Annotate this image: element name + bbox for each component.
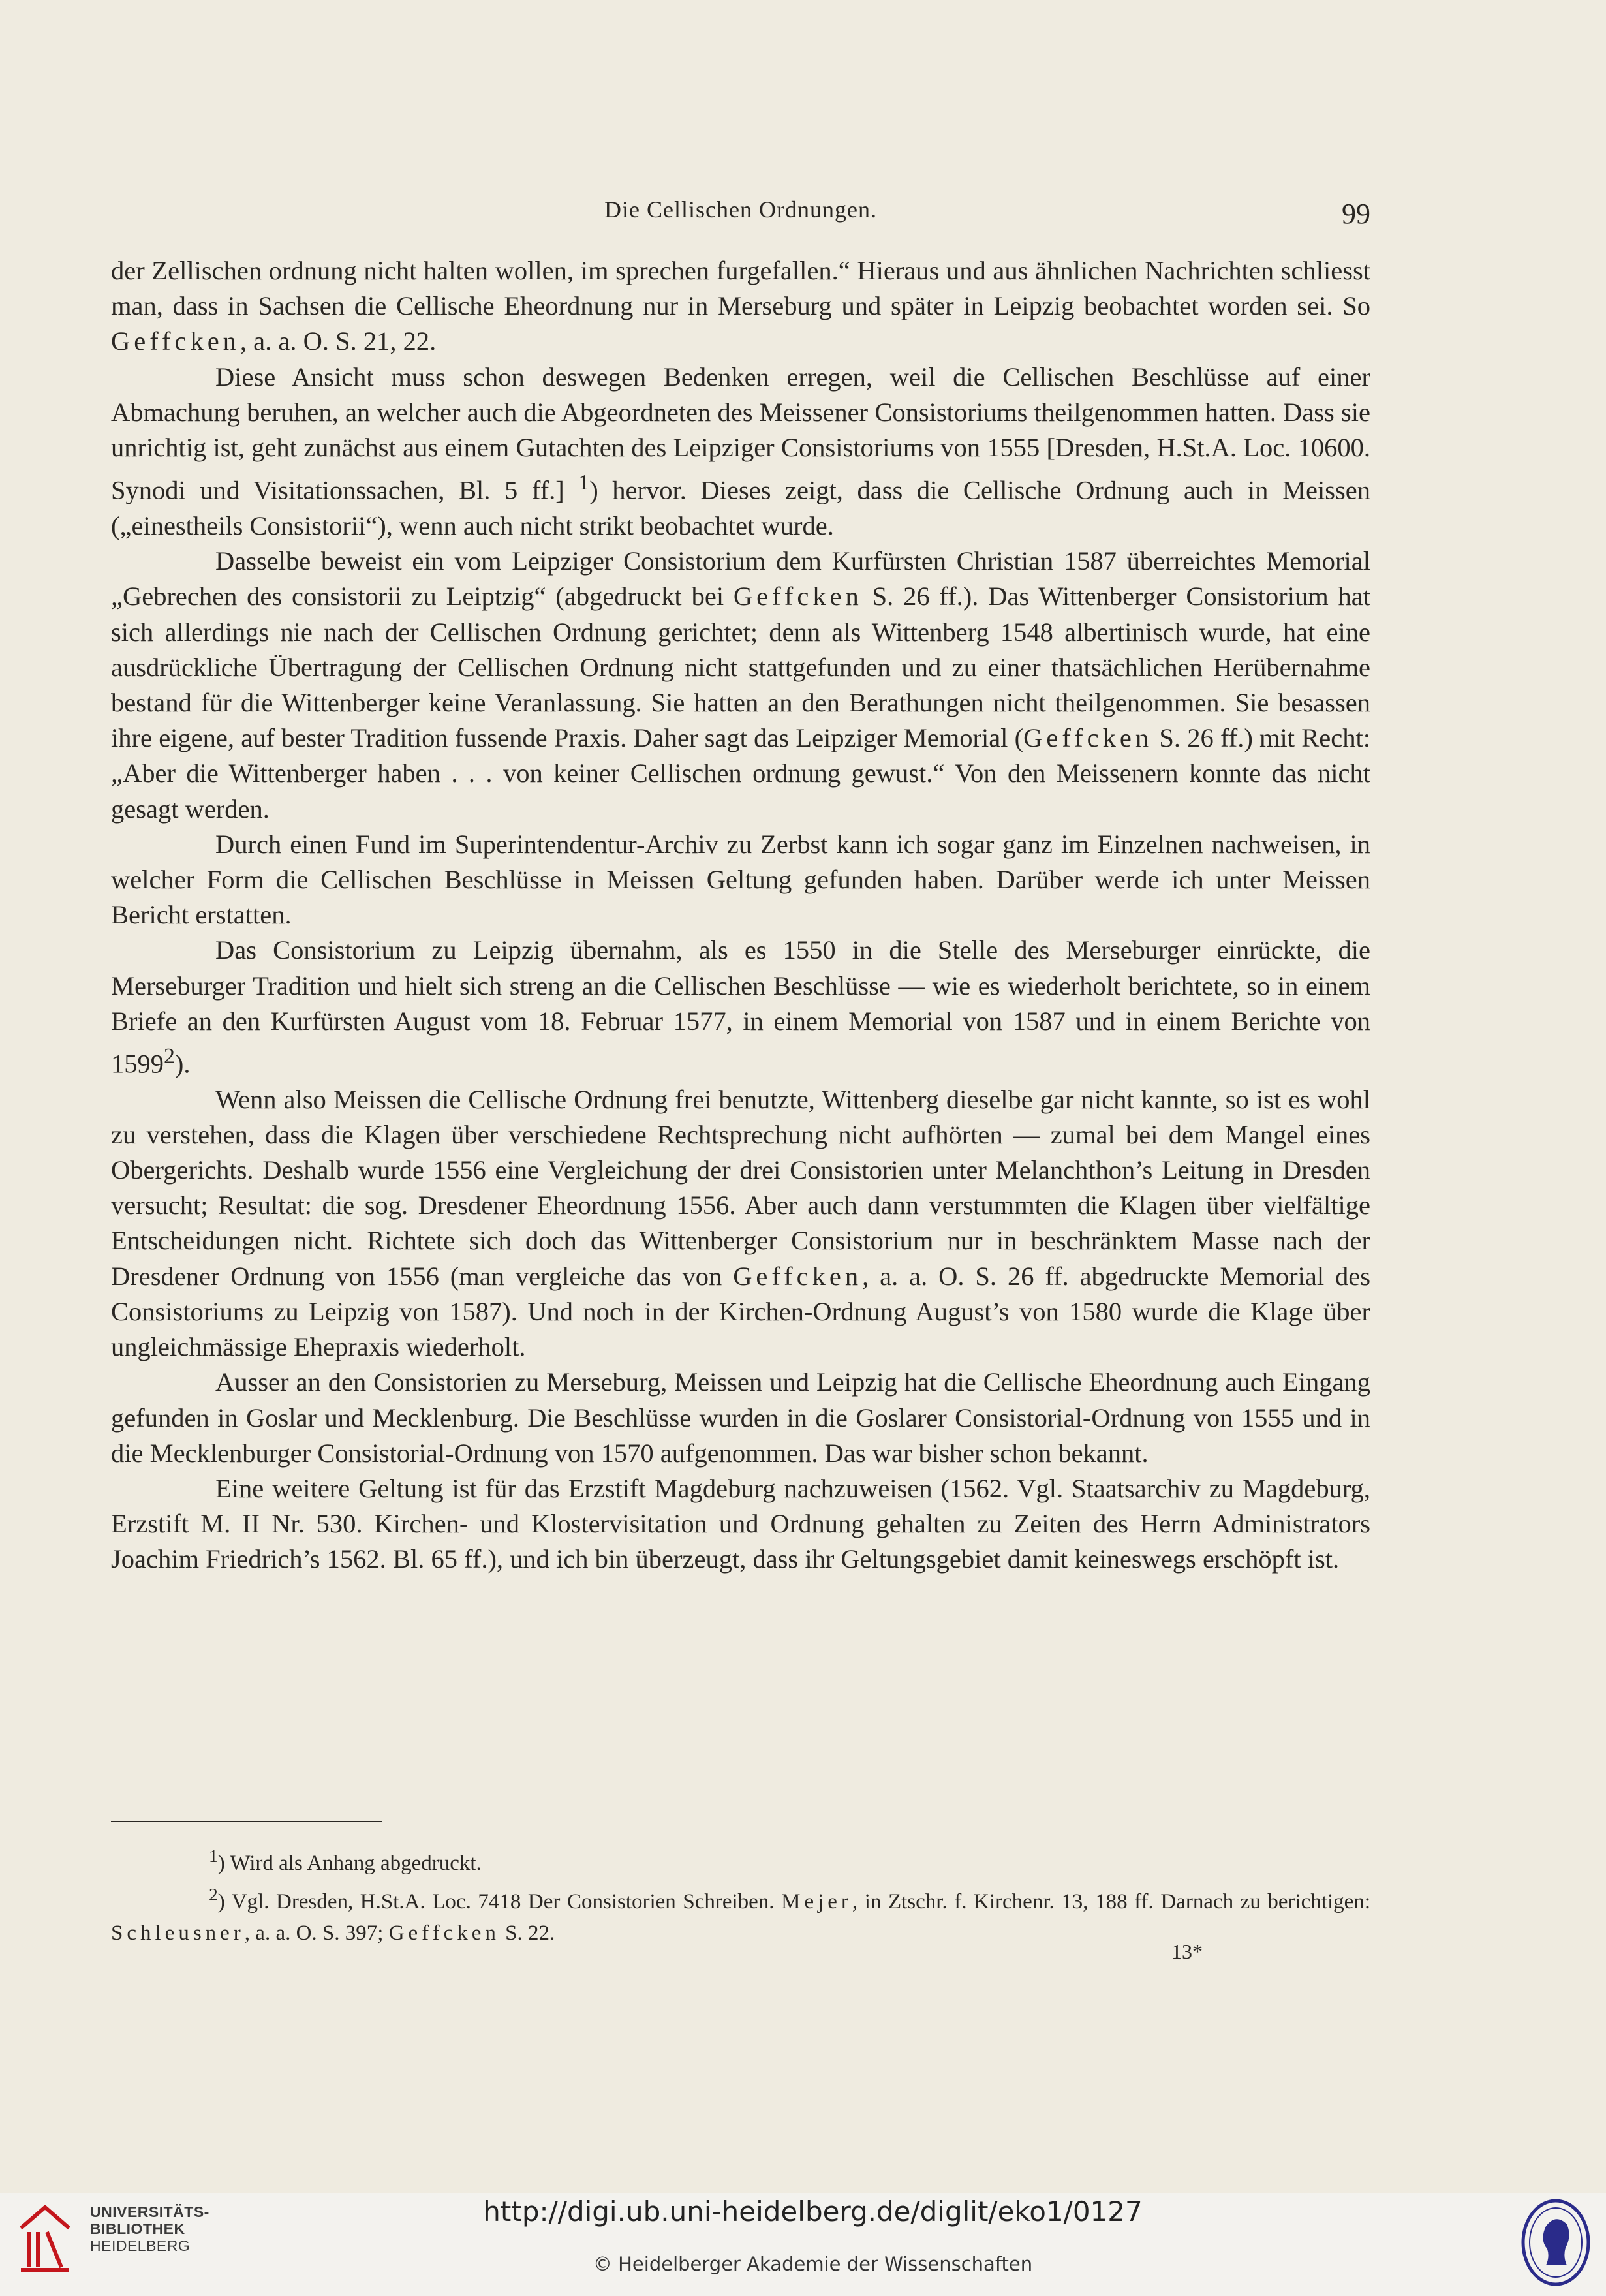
footnote-text: , a. a. O. S. 397; — [244, 1921, 389, 1945]
author-name: Geffcken — [733, 1261, 863, 1291]
running-head — [111, 196, 1370, 235]
footnote-text: S. 22. — [499, 1921, 555, 1945]
footnote-text: ) Vgl. Dresden, H.St.A. Loc. 7418 Der Consistorien Schreiben. — [217, 1890, 782, 1914]
digital-library-footer — [0, 2193, 1606, 2296]
page-number: 99 — [1342, 198, 1370, 230]
text-run: ). — [174, 1049, 191, 1079]
running-title: Die Cellischen Ordnungen. — [604, 196, 877, 223]
footnotes — [111, 1840, 1370, 1949]
author-name: Schleusner — [111, 1921, 245, 1945]
permalink-url[interactable]: http://digi.ub.uni-heidelberg.de/diglit/eko1/0127 — [483, 2195, 1143, 2227]
author-name: Geffcken — [388, 1921, 500, 1945]
footnote-text: , in Ztschr. f. Kirchenr. 13, 188 ff. Darnach zu berichtigen: — [852, 1890, 1370, 1914]
text-run: Dasselbe beweist ein vom Leipziger Consistorium dem Kurfürsten Christian 1587 überreichtes Memorial „Gebrechen des consistorii zu Leiptzig“ (abgedruckt bei — [111, 546, 1370, 612]
text-run: ) hervor. Dieses zeigt, dass die Cellische Ordnung auch in Meissen („einestheils Consistorii“), wenn auch nicht strikt beobachtet wurde. — [111, 475, 1370, 540]
paragraph-3 — [111, 544, 1370, 827]
author-name: Geffcken — [733, 582, 863, 612]
signature-mark: 13* — [1171, 1940, 1203, 1963]
library-name-line: HEIDELBERG — [90, 2237, 191, 2254]
paragraph-5 — [111, 933, 1370, 1081]
body-text — [111, 253, 1370, 1577]
text-run: , a. a. O. S. 26 ff. abgedruckte Memorial des Consistoriums zu Leipzig von 1587). Und noch in der Kirchen-Ordnung August’s von 1580 wurde die Klage über ungleichmässige Ehepraxis wiederholt. — [111, 1261, 1370, 1362]
paragraph-1 — [111, 253, 1370, 360]
paragraph-6 — [111, 1082, 1370, 1365]
paragraph-8: Eine weitere Geltung ist für das Erzstift Magdeburg nachzuweisen (1562. Vgl. Staatsarchiv zu Magdeburg, Erzstift M. II Nr. 530. Kirchen- und Klostervisitation und Ordnung gehalten zu Zeiten des Herrn Administrators Joachim Friedrich’s 1562. Bl. 65 ff.), und ich bin überzeugt, dass ihr Geltungsgebiet damit keineswegs erschöpft ist. — [111, 1473, 1370, 1574]
text-run: S. 26 ff.) mit Recht: „Aber die Wittenberger haben . . . von keiner Cellischen ordnung gewust.“ Von den Meissenern konnte das nicht gesagt werden. — [111, 723, 1370, 824]
paragraph-4: Durch einen Fund im Superintendentur-Archiv zu Zerbst kann ich sogar ganz im Einzelnen nachweisen, in welcher Form die Cellischen Beschlüsse in Meissen Geltung gefunden haben. Darüber werde ich unter Meissen Bericht erstatten. — [111, 829, 1370, 930]
footnote-1 — [111, 1840, 1370, 1879]
paragraph-2 — [111, 360, 1370, 544]
text-run: Diese Ansicht muss schon deswegen Bedenken erregen, weil die Cellischen Beschlüsse auf einer Abmachung beruhen, an welcher auch die Abgeordneten des Meissener Consistoriums theilgenommen hatten. Dass sie unrichtig ist, geht zunächst aus einem Gutachten des Leipziger Consistoriums von 1555 [Dresden, H.St.A. Loc. 10600. Synodi und Visitationssachen, Bl. 5 ff.] — [111, 362, 1370, 505]
footnote-2 — [111, 1879, 1370, 1949]
copyright-notice: © Heidelberger Akademie der Wissenschaften — [593, 2253, 1033, 2275]
author-name: Mejer — [781, 1890, 852, 1914]
text-run: Wenn also Meissen die Cellische Ordnung frei benutzte, Wittenberg dieselbe gar nicht kannte, so ist es wohl zu verstehen, dass die Klagen über verschiedene Rechtsprechung nicht aufhörten — zumal bei dem Mangel eines Obergerichts. Deshalb wurde 1556 eine Vergleichung der drei Consistorien unter Melanchthon’s Leitung in Dresden versucht; Resultat: die sog. Dresdener Eheordnung 1556. Aber auch dann verstummten die Klagen über vielfältige Entscheidungen nicht. Richtete sich doch das Wittenberger Consistorium nur in beschränktem Masse nach der Dresdener Ordnung von 1556 (man vergleiche das von — [111, 1084, 1370, 1291]
text-run: S. 26 ff.). Das Wittenberger Consistorium hat sich allerdings nie nach der Cellischen Ordnung gerichtet; denn als Wittenberg 1548 albertinisch wurde, hat eine ausdrückliche Übertragung der Cellischen Ordnung nicht stattgefunden und zu einer thatsächlichen Herübernahme bestand für die Wittenberger keine Veranlassung. Sie hatten an den Berathungen nicht theilgenommen. Sie besassen ihre eigene, auf bester Tradition fussende Praxis. Daher sagt das Leipziger Memorial ( — [111, 582, 1370, 753]
author-name: Geffcken — [1023, 723, 1153, 753]
author-name: Geffcken — [111, 326, 240, 356]
library-name-line: BIBLIOTHEK — [90, 2220, 185, 2237]
footnote-text: ) Wird als Anhang abgedruckt. — [217, 1852, 482, 1875]
paragraph-7: Ausser an den Consistorien zu Merseburg, Meissen und Leipzig hat die Cellische Eheordnung auch Eingang gefunden in Goslar und Mecklenburg. Die Beschlüsse wurden in die Goslarer Consistorial-Ordnung von 1555 und in die Mecklenburger Consistorial-Ordnung von 1570 aufgenommen. Das war bisher schon bekannt. — [111, 1367, 1370, 1468]
footnote-ref-2[interactable]: 2 — [164, 1044, 175, 1068]
footnote-divider — [111, 1821, 382, 1822]
footnote-ref-1[interactable]: 1 — [578, 471, 590, 495]
footnote-mark: 2 — [209, 1884, 218, 1904]
text-run: Das Consistorium zu Leipzig übernahm, als es 1550 in die Stelle des Merseburger einrückte, die Merseburger Tradition und hielt sich streng an die Cellischen Beschlüsse — wie es wiederholt berichtete, so in einem Briefe an den Kurfürsten August vom 18. Februar 1577, in einem Memorial von 1587 und in einem Berichte von 1599 — [111, 935, 1370, 1079]
academy-seal-icon[interactable] — [1520, 2197, 1592, 2288]
text-run: der Zellischen ordnung nicht halten wollen, im sprechen furgefallen.“ Hieraus und aus ähnlichen Nachrichten schliesst man, dass in Sachsen die Cellische Eheordnung nur in Merseburg und später in Leipzig beobachtet worden sei. So — [111, 256, 1370, 321]
text-run: , a. a. O. S. 21, 22. — [239, 326, 437, 356]
footnote-mark: 1 — [209, 1846, 218, 1866]
library-name-line: UNIVERSITÄTS- — [90, 2203, 209, 2220]
